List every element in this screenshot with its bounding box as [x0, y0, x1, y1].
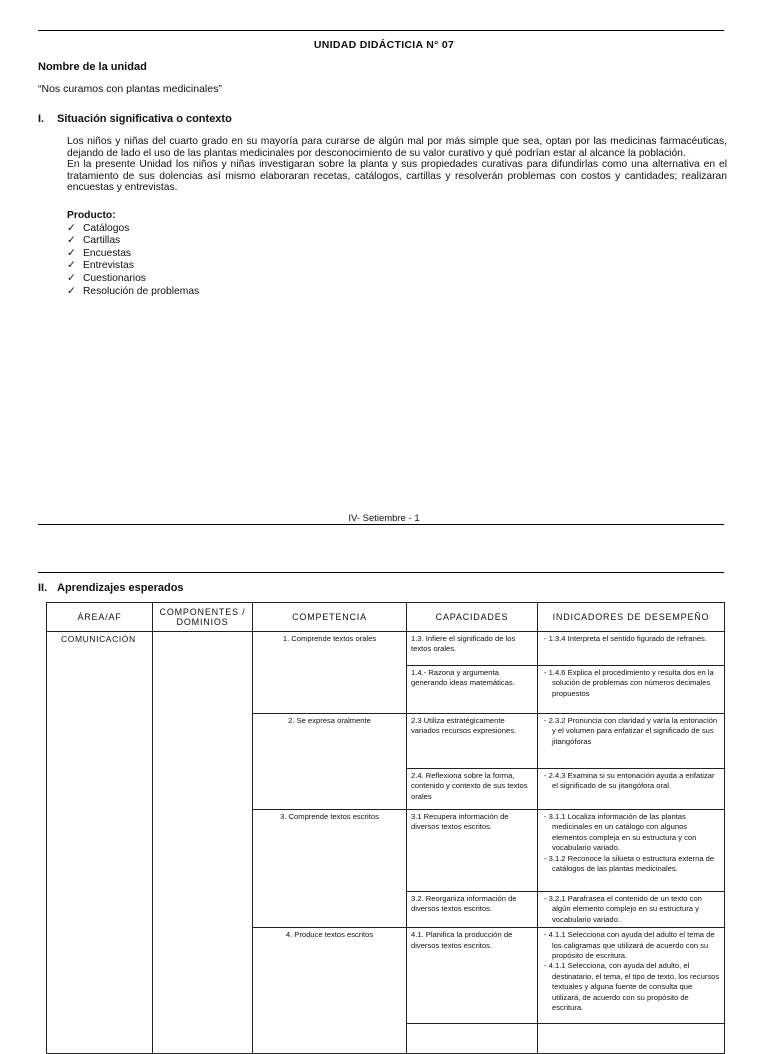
capacity-cell: 4.1. Planifica la producción de diversos textos escritos. [407, 928, 538, 1024]
header-components: COMPONENTES / DOMINIOS [153, 603, 253, 632]
capacity-cell: 3.2. Reorganiza información de diversos textos escritos. [407, 892, 538, 928]
indicator-cell: - 2.3.2 Pronuncia con claridad y varía la entonación y el volumen para enfatizar el significado de sus jitangóforas [538, 714, 725, 769]
product-block [67, 210, 199, 298]
capacity-cell: 2.4. Reflexiona sobre la forma, contenido y contexto de sus textos orales [407, 769, 538, 810]
product-label: Producto: [67, 210, 116, 221]
indicator-cell: - 2.4.3 Examina si su entonación ayuda a enfatizar el significado de su jitangófora oral. [538, 769, 725, 810]
competence-cell: 3. Comprende textos escritos [253, 810, 407, 928]
page-footer: IV- Setiembre - 1 [348, 513, 420, 524]
indicator-cell: - 4.1.1 Selecciona con ayuda del adulto el tema de los caligramas que utilizará de acuerdo con su propósito de escritura. - 4.1.1 Selecciona, con ayuda del adulto, el destinatario, el tema, el tipo de texto, los recursos textuales y alguna fuente de consulta que utilizará, de acuerdo con su propósito de escritura. [538, 928, 725, 1024]
capacity-cell [407, 1024, 538, 1054]
list-item: ✓ Cuestionarios [67, 272, 146, 284]
learning-table [46, 602, 725, 1054]
check-icon: ✓ [67, 247, 76, 259]
section-2-title: Aprendizajes esperados [57, 582, 184, 594]
section-1-heading [38, 113, 232, 125]
capacity-cell: 2.3 Utiliza estratégicamente variados recursos expresiones. [407, 714, 538, 769]
check-icon: ✓ [67, 260, 76, 272]
header-capacities: CAPACIDADES [407, 603, 538, 632]
list-item: ✓ Resolución de problemas [67, 285, 200, 297]
area-cell: COMUNICACIÓN [47, 632, 153, 1054]
context-paragraphs [67, 136, 727, 194]
check-icon: ✓ [67, 235, 76, 247]
indicator-cell: - 3.2.1 Parafrasea el contenido de un texto con algún elemento complejo en su estructura y vocabulario variado.. [538, 892, 725, 928]
check-icon: ✓ [67, 222, 76, 234]
check-icon: ✓ [67, 272, 76, 284]
context-paragraph-2: En la presente Unidad los niños y niñas investigaran sobre la planta y sus propiedades curativas para difundirlas como una alternativa en el tratamiento de sus dolencias así mismo elaboraran recetas, catálogos, cartillas y resolverán problemas con costos y cantidades; realizaran encuestas y entrevistas. [67, 159, 727, 194]
page-title: UNIDAD DIDÁCTICIA N° 07 [313, 39, 455, 51]
header-competence: COMPETENCIA [253, 603, 407, 632]
unit-name: “Nos curamos con plantas medicinales” [38, 83, 222, 95]
section-1-title: Situación significativa o contexto [57, 113, 232, 125]
capacity-cell: 3.1 Recupera información de diversos textos escritos. [407, 810, 538, 892]
competence-cell: 4. Produce textos escritos [253, 928, 407, 1054]
table-row [47, 632, 725, 666]
page2-top-rule [38, 572, 724, 573]
section-2-heading [38, 582, 184, 594]
section-2-number: II. [38, 582, 48, 594]
indicator-cell [538, 1024, 725, 1054]
competence-cell: 2. Se expresa oralmente [253, 714, 407, 810]
components-cell [153, 632, 253, 1054]
footer-rule [38, 524, 724, 525]
capacity-cell: 1.3. Infiere el significado de los textos orales. [407, 632, 538, 666]
indicator-cell: - 1.3.4 Interpreta el sentido figurado de refranes. [538, 632, 725, 666]
table-header-row [47, 603, 725, 632]
list-item: ✓ Cartillas [67, 235, 121, 247]
header-area: ÁREA/AF [47, 603, 153, 632]
capacity-cell: 1.4.- Razona y argumenta generando ideas matemáticas. [407, 666, 538, 714]
list-item: ✓ Entrevistas [67, 260, 134, 272]
indicator-cell: - 1.4.6 Explica el procedimiento y resulta dos en la solución de problemas con números decimales propuestos [538, 666, 725, 714]
section-1-number: I. [38, 113, 45, 125]
unit-name-label: Nombre de la unidad [38, 61, 147, 73]
competence-cell: 1. Comprende textos orales [253, 632, 407, 714]
product-list [67, 223, 199, 299]
top-rule [38, 30, 724, 31]
indicator-cell: - 3.1.1 Localiza información de las plantas medicinales en un catálogo con algunos elementos compleja en su estructura y con vocabulario variado. - 3.1.2 Reconoce la silueta o estructura externa de catálogos de las plantas medicinales. [538, 810, 725, 892]
list-item: ✓ Encuestas [67, 247, 132, 259]
check-icon: ✓ [67, 285, 76, 297]
context-paragraph-1: Los niños y niñas del cuarto grado en su mayoría para curarse de algún mal por más simple que sea, optan por las medicinas farmacéuticas, dejando de lado el uso de las plantas medicinales por desconocimiento de su valor curativo y qué podrían estar al alcance la población. [67, 136, 727, 159]
header-indicators: INDICADORES DE DESEMPEÑO [538, 603, 725, 632]
list-item: ✓ Catálogos [67, 222, 130, 234]
